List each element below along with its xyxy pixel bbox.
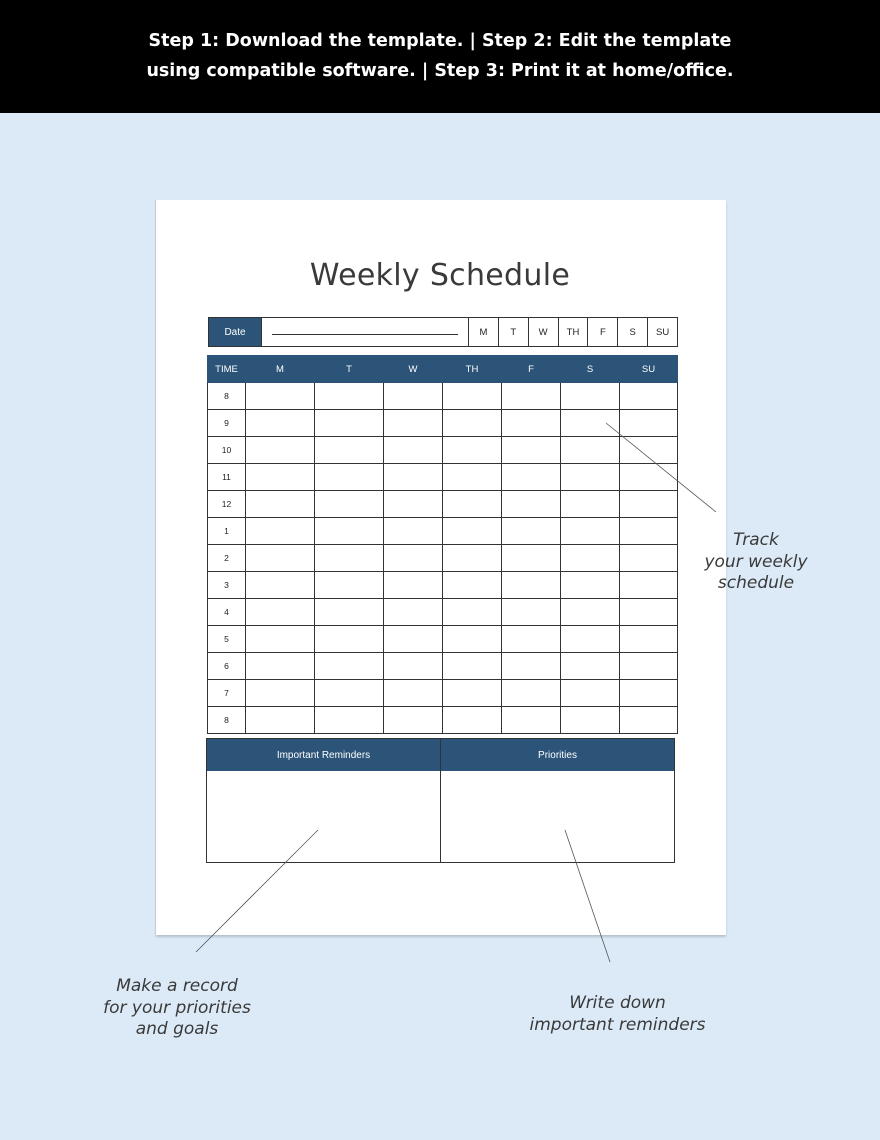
schedule-cell[interactable]: [443, 599, 502, 626]
schedule-cell[interactable]: [561, 437, 620, 464]
header-s: S: [561, 356, 620, 383]
annotation-write: [505, 993, 730, 1036]
schedule-cell[interactable]: [384, 464, 443, 491]
schedule-cell[interactable]: [246, 518, 315, 545]
schedule-cell[interactable]: [561, 680, 620, 707]
schedule-row: [208, 464, 678, 491]
schedule-cell[interactable]: [246, 464, 315, 491]
schedule-row: [208, 599, 678, 626]
schedule-cell[interactable]: [384, 572, 443, 599]
schedule-cell[interactable]: [246, 383, 315, 410]
time-cell: 8: [208, 707, 246, 734]
schedule-cell[interactable]: [620, 491, 678, 518]
reminders-box: [207, 739, 440, 862]
time-cell: 9: [208, 410, 246, 437]
schedule-row: [208, 545, 678, 572]
schedule-cell[interactable]: [561, 572, 620, 599]
annotation-record-line-1: Make a record: [116, 976, 238, 996]
header-w: W: [384, 356, 443, 383]
day-box-s[interactable]: S: [617, 318, 647, 346]
schedule-cell[interactable]: [384, 545, 443, 572]
day-box-f[interactable]: F: [587, 318, 617, 346]
day-box-t[interactable]: T: [498, 318, 528, 346]
schedule-row: [208, 626, 678, 653]
schedule-cell[interactable]: [443, 545, 502, 572]
schedule-cell[interactable]: [561, 383, 620, 410]
schedule-cell[interactable]: [443, 491, 502, 518]
schedule-cell[interactable]: [443, 464, 502, 491]
annotation-record-line-2: for your priorities: [103, 997, 251, 1018]
date-label: Date: [209, 318, 261, 346]
schedule-cell[interactable]: [502, 680, 561, 707]
schedule-cell[interactable]: [443, 437, 502, 464]
banner-line-2: using compatible software. | Step 3: Print it at home/office.: [146, 61, 734, 81]
schedule-row: [208, 680, 678, 707]
schedule-row: [208, 437, 678, 464]
schedule-cell[interactable]: [620, 464, 678, 491]
schedule-cell[interactable]: [384, 599, 443, 626]
header-f: F: [502, 356, 561, 383]
schedule-cell[interactable]: [502, 653, 561, 680]
reminders-area[interactable]: [207, 771, 440, 862]
header-m: M: [246, 356, 315, 383]
schedule-row: [208, 518, 678, 545]
page-title: Weekly Schedule: [309, 258, 571, 293]
schedule-cell[interactable]: [502, 599, 561, 626]
schedule-cell[interactable]: [561, 707, 620, 734]
annotation-write-line-1: Write down: [569, 993, 666, 1013]
schedule-cell[interactable]: [561, 518, 620, 545]
schedule-cell[interactable]: [561, 626, 620, 653]
schedule-cell[interactable]: [502, 383, 561, 410]
schedule-cell[interactable]: [384, 680, 443, 707]
annotation-write-line-2: important reminders: [529, 1014, 706, 1035]
schedule-cell[interactable]: [246, 680, 315, 707]
time-cell: 5: [208, 626, 246, 653]
schedule-cell[interactable]: [246, 653, 315, 680]
schedule-cell[interactable]: [246, 410, 315, 437]
schedule-cell[interactable]: [502, 410, 561, 437]
time-cell: 3: [208, 572, 246, 599]
schedule-cell[interactable]: [620, 707, 678, 734]
schedule-cell[interactable]: [384, 518, 443, 545]
schedule-cell[interactable]: [315, 680, 384, 707]
schedule-cell[interactable]: [315, 383, 384, 410]
schedule-cell[interactable]: [502, 437, 561, 464]
schedule-cell[interactable]: [246, 572, 315, 599]
day-box-m[interactable]: M: [468, 318, 498, 346]
schedule-cell[interactable]: [620, 653, 678, 680]
schedule-cell[interactable]: [384, 437, 443, 464]
time-cell: 4: [208, 599, 246, 626]
schedule-cell[interactable]: [443, 626, 502, 653]
schedule-cell[interactable]: [315, 518, 384, 545]
banner-line-1: Step 1: Download the template. | Step 2: Edit the template: [148, 31, 732, 51]
annotation-track-line-2: your weekly: [704, 551, 808, 572]
schedule-cell[interactable]: [620, 626, 678, 653]
schedule-cell[interactable]: [502, 545, 561, 572]
schedule-cell[interactable]: [315, 626, 384, 653]
schedule-cell[interactable]: [620, 599, 678, 626]
schedule-cell[interactable]: [384, 653, 443, 680]
header-time: TIME: [208, 356, 246, 383]
schedule-cell[interactable]: [620, 410, 678, 437]
day-box-w[interactable]: W: [528, 318, 558, 346]
schedule-cell[interactable]: [502, 491, 561, 518]
schedule-cell[interactable]: [502, 572, 561, 599]
annotation-record-line-3: and goals: [135, 1019, 219, 1039]
schedule-cell[interactable]: [384, 491, 443, 518]
schedule-cell[interactable]: [246, 491, 315, 518]
date-field[interactable]: [261, 318, 468, 346]
schedule-cell[interactable]: [502, 707, 561, 734]
time-cell: 8: [208, 383, 246, 410]
schedule-cell[interactable]: [246, 626, 315, 653]
header-su: SU: [620, 356, 678, 383]
schedule-cell[interactable]: [561, 491, 620, 518]
time-cell: 2: [208, 545, 246, 572]
schedule-cell[interactable]: [561, 410, 620, 437]
header-t: T: [315, 356, 384, 383]
schedule-cell[interactable]: [443, 410, 502, 437]
schedule-cell[interactable]: [443, 680, 502, 707]
day-box-su[interactable]: SU: [647, 318, 677, 346]
schedule-header-row: [208, 356, 678, 383]
schedule-cell[interactable]: [315, 707, 384, 734]
schedule-cell[interactable]: [315, 545, 384, 572]
schedule-cell[interactable]: [246, 599, 315, 626]
time-cell: 1: [208, 518, 246, 545]
schedule-cell[interactable]: [620, 545, 678, 572]
schedule-cell[interactable]: [384, 707, 443, 734]
schedule-row: [208, 491, 678, 518]
schedule-cell[interactable]: [315, 599, 384, 626]
schedule-cell[interactable]: [246, 437, 315, 464]
schedule-cell[interactable]: [315, 437, 384, 464]
schedule-cell[interactable]: [561, 545, 620, 572]
time-cell: 12: [208, 491, 246, 518]
priorities-area[interactable]: [441, 771, 674, 862]
schedule-cell[interactable]: [315, 653, 384, 680]
schedule-cell[interactable]: [561, 464, 620, 491]
annotation-track-line-3: schedule: [717, 573, 795, 593]
schedule-cell[interactable]: [561, 599, 620, 626]
schedule-row: [208, 410, 678, 437]
schedule-cell[interactable]: [443, 572, 502, 599]
header-th: TH: [443, 356, 502, 383]
annotation-track: [690, 530, 822, 595]
schedule-cell[interactable]: [315, 464, 384, 491]
annotation-track-line-1: Track: [733, 530, 779, 550]
schedule-cell[interactable]: [315, 572, 384, 599]
schedule-cell[interactable]: [443, 518, 502, 545]
schedule-row: [208, 383, 678, 410]
priorities-heading: Priorities: [441, 739, 674, 771]
time-cell: 7: [208, 680, 246, 707]
schedule-cell[interactable]: [443, 707, 502, 734]
schedule-cell[interactable]: [384, 410, 443, 437]
schedule-cell[interactable]: [620, 437, 678, 464]
schedule-cell[interactable]: [620, 680, 678, 707]
schedule-cell[interactable]: [620, 383, 678, 410]
schedule-cell[interactable]: [246, 707, 315, 734]
schedule-cell[interactable]: [561, 653, 620, 680]
schedule-cell[interactable]: [502, 626, 561, 653]
schedule-row: [208, 707, 678, 734]
time-cell: 10: [208, 437, 246, 464]
time-cell: 11: [208, 464, 246, 491]
time-cell: 6: [208, 653, 246, 680]
schedule-cell[interactable]: [246, 545, 315, 572]
annotation-record: [82, 976, 272, 1041]
notes-section: [206, 738, 675, 863]
schedule-grid: [207, 355, 678, 734]
schedule-row: [208, 572, 678, 599]
schedule-cell[interactable]: [315, 491, 384, 518]
schedule-cell[interactable]: [620, 518, 678, 545]
schedule-cell[interactable]: [502, 518, 561, 545]
priorities-box: [440, 739, 674, 862]
schedule-cell[interactable]: [384, 383, 443, 410]
date-row: [208, 317, 678, 347]
reminders-heading: Important Reminders: [207, 739, 440, 771]
schedule-cell[interactable]: [620, 572, 678, 599]
schedule-cell[interactable]: [443, 653, 502, 680]
schedule-cell[interactable]: [502, 464, 561, 491]
day-box-th[interactable]: TH: [558, 318, 588, 346]
schedule-row: [208, 653, 678, 680]
instructions-banner: [0, 0, 880, 113]
schedule-cell[interactable]: [315, 410, 384, 437]
schedule-cell[interactable]: [443, 383, 502, 410]
schedule-cell[interactable]: [384, 626, 443, 653]
